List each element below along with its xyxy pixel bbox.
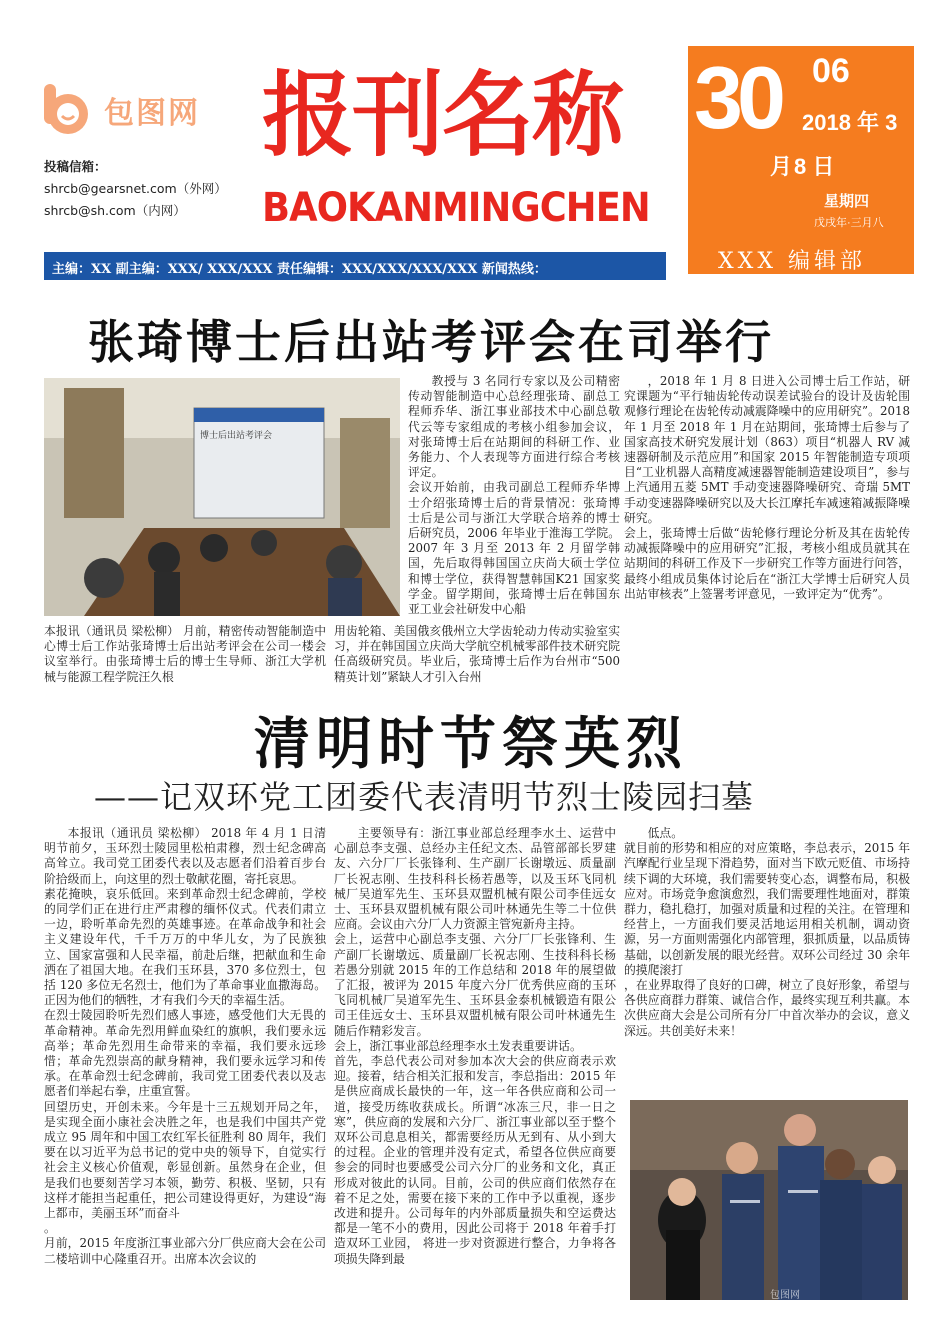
article2-col1: 本报讯（通讯员 梁松柳） 2018 年 4 月 1 日清明节前夕，玉环烈士陵园里松柏肃穆，烈士纪念碑高高耸立。我司党工团委代表以及志愿者们沿着百步台阶拾级而上，向这里的烈士敬献花圈，寄托哀思。 素花掩映，哀乐低回。来到革命烈士纪念碑前，学校的同学们正在进行庄严肃穆的缅怀仪式。代表们肃立一边，聆听革命先烈的英雄事迹。在革命战争和社会主义建设年代，千千万万的中华儿女，为了民族独立、国家富强和人民幸福，前赴后继，把献血和生命洒在了祖国大地。在我们玉环县，370 多位烈士，包括 120 多位无名烈士，他们为了革命事业血撒海岛。正因为他们的牺牲，才有我们今天的幸福生活。 在烈士陵园聆听先烈们感人事迹，感受他们大无畏的革命精神。革命先烈用鲜血染红的旗帜，我们要永远高举；革命先烈用生命带来的幸福，我们要永远珍惜；革命先烈崇高的献身精神，我们要永远学习和传承。在革命烈士纪念碑前，我司党工团委代表以及志愿者们举起右拳，庄重宣誓。 回望历史，开创未来。今年是十三五规划开局之年，是实现全面小康社会决胜之年，也是我们中国共产党成立 95 周年和中国工农红军长征胜利 80 周年，我们要在以习近平为总书记的党中央的领导下，自觉实行社会主义核心价值观，彰显创新。虽然身在企业，但是我们也要刻苦学习本领，勤劳、积极、坚韧，只有这样才能担当起重任，把公司建设得更好，为建设“海上都市，美丽玉环”而奋斗 。 月前，2015 年度浙江事业部六分厂供应商大会在公司二楼培训中心隆重召开。出席本次会议的 <box>44 826 326 1266</box>
editors-text: 主编：XX 副主编：XXX/ XXX/XXX 责任编辑：XXX/XXX/XXX/XXX 新闻热线： <box>52 262 547 277</box>
logo-text: 包图网 <box>104 96 200 131</box>
date-day: 30 <box>694 48 780 147</box>
article1-photo <box>44 378 400 616</box>
date-weekday: 星期四 <box>824 193 870 210</box>
slide-title: 博士后出站考评会 <box>200 431 273 441</box>
email-internal[interactable]: shrcb@sh.com（内网） <box>44 203 186 218</box>
date-lunar: 戊戌年·三月八 <box>814 217 884 229</box>
article2-photo <box>630 1100 908 1300</box>
masthead-title: 报刊名称 <box>262 62 623 169</box>
contact-block <box>44 156 227 222</box>
photo-watermark: 包图网 <box>770 1290 800 1300</box>
date-year: 2018 年 3 <box>802 110 898 135</box>
dept-name: XXX 编辑部 <box>718 249 866 274</box>
baotu-logo-icon <box>40 82 96 138</box>
article1-col2: 教授与 3 名同行专家以及公司精密传动智能制造中心总经理张琦、副总工程师乔华、浙江事业部技术中心副总敬代云等专家组成的考核小组参加会议，对张琦博士后在站期间的科研工作、业务能力、个人表现等方面进行综合考核评定。 会议开始前，由我司副总工程师乔华博士介绍张琦博士后的背景情况：张琦博士后是公司与浙江大学联合培养的博士后研究员，2006 年毕业于淮海工学院。2007 年 3 月至 2013 年 2 月留学韩国，先后取得韩国国立庆尚大硕士学位和博士学位，获得智慧韩国K21 国家奖学金。留学期间，张琦博士后在韩国东亚工业会社研发中心船 <box>408 374 620 617</box>
article2-title: 清明时节祭英烈 <box>254 711 688 777</box>
issue-number: 06 <box>812 52 850 90</box>
article2-subtitle: ——记双环党工团委代表清明节烈士陵园扫墓 <box>94 778 755 816</box>
editors-bar <box>44 252 666 280</box>
article1-caption-col1: 本报讯（通讯员 梁松柳） 月前，精密传动智能制造中心博士后工作站张琦博士后出站考评会在公司一楼会议室举行。由张琦博士后的博士生导师、浙江大学机械与能源工程学院汪久根 <box>44 624 326 684</box>
article1-col3: ，2018 年 1 月 8 日进入公司博士后工作站，研究课题为“平行轴齿轮传动误差试验台的设计及齿轮围观修行理论在齿轮传动减震降噪中的应用研究”。2018 年 1 月至 2018 年 1 月在站期间，张琦博士后参与了国家高技术研究发展计划（863）项目“机器人 RV 减速器研制及示范应用”和国家 2015 年智能制造专项项目“工业机器人高精度减速器智能制造建设项目”，参与上汽通用五菱 5MT 手动变速器降噪研究、奇瑞 5MT 手动变速器降噪研究以及大长江摩托车减速箱减振降噪研究。 会上，张琦博士后做“齿轮修行理论分析及其在齿轮传动减振降噪中的应用研究”汇报，考核小组成员就其在站期间的科研工作及下一步研究工作等方面进行问答，最终小组成员集体讨论后在“浙江大学博士后研究人员出站审核表”上签署考评意见，一致评定为“优秀”。 <box>624 374 910 601</box>
article2-col3: 低点。 就目前的形势和相应的对应策略，李总表示，2015 年汽摩配行业呈现下滑趋势，面对当下欧元贬值、市场持续下调的大环境，我们需要转变心态，调整布局，积极应对。市场竞争愈演愈烈，我们需要理性地面对，群策群力，稳扎稳打，加强对质量和过程的关注。在管理和经营上，一方面我们要灵活地运用相关机制，调动资源，另一方面则需强化内部管理，狠抓质量，以品质铸基础，以创新发展的眼光经营。双环公司经过 30 余年的摸爬滚打 ，在业界取得了良好的口碑，树立了良好形象，希望与各供应商群力群策、诚信合作，最终实现互利共赢。本次供应商大会是公司所有分厂中首次举办的会议，意义深远。共创美好未来！ <box>624 826 910 1038</box>
article1-title: 张琦博士后出站考评会在司举行 <box>88 315 774 369</box>
contact-label: 投稿信箱： <box>44 159 107 174</box>
date-day-label: 8 日 <box>794 154 835 179</box>
masthead-pinyin: BAOKANMINGCHEN <box>262 185 650 231</box>
article1-caption-col2: 用齿轮箱、美国俄亥俄州立大学齿轮动力传动实验室实习，并在韩国国立庆尚大学航空机械零部件技术研究院任高级研究员。毕业后，张琦博士后作为台州市“500 精英计划”紧缺人才引入台州 <box>334 624 620 684</box>
email-external[interactable]: shrcb@gearsnet.com（外网） <box>44 181 227 196</box>
brand-logo <box>40 80 270 140</box>
date-month-suffix: 月 <box>770 154 793 179</box>
date-box <box>688 46 914 274</box>
article2-col2: 主要领导有：浙江事业部总经理李水土、运营中心副总李支强、总经办主任纪文杰、品管部部长罗建友、六分厂厂长张锋利、生产副厂长谢墩远、质量副厂长祝志刚、生技科科长杨若愚等，以及玉环飞同机械厂吴道军先生、玉环县双盟机械有限公司李佳远女士、玉环县双盟机械有限公司叶林通先生等二十位供应商。会议由六分厂人力资源主管宛新舟主持。 会上，运营中心副总李支强、六分厂厂长张锋利、生产副厂长谢墩远、质量副厂长祝志刚、生技科科长杨若愚分别就 2015 年的工作总结和 2018 年的展望做了汇报，被评为 2015 年度六分厂优秀供应商的玉环飞同机械厂吴道军先生、玉环县金泰机械锻造有限公司王佳远女士、玉环县双盟机械有限公司叶林通先生随后作精彩发言。 会上，浙江事业部总经理李水土发表重要讲话。 首先，李总代表公司对参加本次大会的供应商表示欢迎。接着，结合相关汇报和发言，李总指出：2015 年是供应商成长最快的一年，这一年各供应商和公司一道，接受历练收获成长。所谓“冰冻三尺，非一日之寒”，供应商的发展和六分厂、浙江事业部以至于整个双环公司息息相关，都需要经历从无到有、从小到大的过程。企业的管理并没有定式，希望各位供应商要参会的同时也要感受公司六分厂的业务和文化，真正形成对彼此的认同。目前，公司的供应商们依然存在着不足之处，需要在接下来的工作中予以重视，逐步改进和提升。公司每年的内外部质量损失和空运费达都是一笔不小的费用，因此公司将于 2018 年着手打造双环工业园， 将进一步对资源进行整合，力争将各项损失降到最 <box>334 826 616 1266</box>
